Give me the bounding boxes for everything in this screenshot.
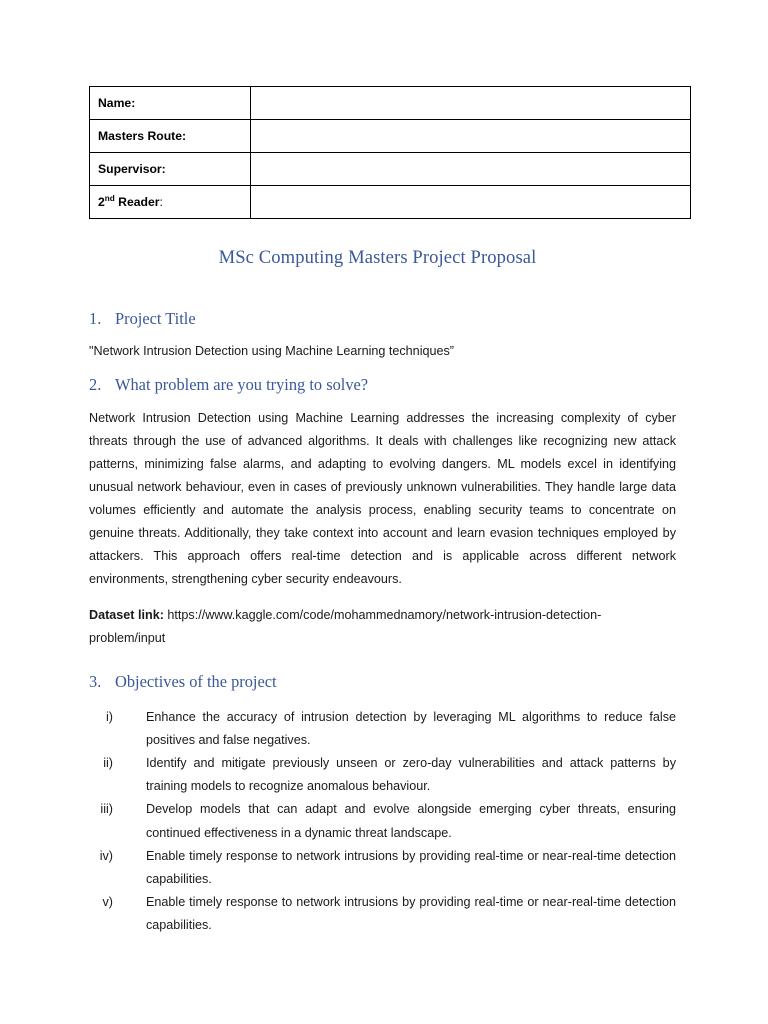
second-reader-word: Reader — [114, 194, 160, 209]
table-row — [90, 153, 691, 186]
objective-marker: i) — [106, 710, 113, 725]
second-reader-prefix: 2 — [98, 194, 105, 209]
section-heading-project-title — [89, 309, 676, 329]
objective-marker: iv) — [99, 848, 113, 863]
list-item — [89, 798, 676, 844]
section-number-1: 1. — [89, 309, 102, 328]
project-title-text: "Network Intrusion Detection using Machine Learning techniques” — [89, 344, 454, 358]
info-label-masters-route: Masters Route: — [90, 120, 251, 153]
objective-text: Develop models that can adapt and evolve alongside emerging cyber threats, ensuring continued effectiveness in a dynamic threat landscape. — [146, 802, 676, 840]
objective-marker: ii) — [103, 756, 113, 771]
objective-text: Enable timely response to network intrusions by providing real-time or near-real-time detection capabilities. — [146, 894, 676, 932]
section-number-2: 2. — [89, 375, 102, 395]
student-info-table — [89, 86, 691, 219]
second-reader-ordinal-suffix: nd — [104, 193, 115, 203]
objective-text: Enhance the accuracy of intrusion detection by leveraging ML algorithms to reduce false positives and false negatives. — [146, 710, 676, 748]
section-heading-problem — [89, 375, 676, 395]
list-item — [89, 845, 676, 891]
info-value-masters-route[interactable] — [251, 120, 691, 153]
section-number-3: 3. — [89, 672, 102, 692]
info-value-supervisor[interactable] — [251, 153, 691, 186]
objectives-list — [89, 706, 676, 936]
info-label-name: Name: — [90, 87, 251, 120]
info-label-second-reader — [90, 186, 251, 219]
dataset-link-url[interactable]: https://www.kaggle.com/code/mohammednamory/network-intrusion-detection-problem/input — [89, 608, 602, 646]
objective-text: Enable timely response to network intrusions by providing real-time or near-real-time detection capabilities. — [146, 848, 676, 886]
section-title-3: Objectives of the project — [115, 672, 277, 692]
table-row — [90, 186, 691, 219]
section-title-1: Project Title — [115, 309, 196, 328]
list-item — [89, 706, 676, 752]
objective-text: Identify and mitigate previously unseen or zero-day vulnerabilities and attack patterns by training models to recognize anomalous behaviour. — [146, 756, 676, 794]
objective-marker: iii) — [100, 802, 113, 817]
info-value-name[interactable] — [251, 87, 691, 120]
dataset-link-line — [89, 604, 676, 650]
list-item — [89, 752, 676, 798]
problem-statement-paragraph: Network Intrusion Detection using Machine Learning addresses the increasing complexity of cyber threats through the use of advanced algorithms. It deals with challenges like recognizing new attack patterns, minimizing false alarms, and adapting to evolving dangers. ML models excel in identifying unusual network behaviour, even in cases of previously unknown vulnerabilities. They handle large data volumes efficiently and automate the analysis process, enabling security teams to concentrate on genuine threats. Additionally, they take context into account and learn evasion techniques employed by attackers. This approach offers real-time detection and is applicable across different network environments, strengthening cyber security endeavours. — [89, 411, 676, 587]
page-title: MSc Computing Masters Project Proposal — [218, 247, 537, 268]
table-row — [90, 120, 691, 153]
dataset-link-label: Dataset link: — [89, 608, 164, 623]
document-content — [89, 86, 676, 937]
list-item — [89, 891, 676, 937]
section-heading-objectives — [89, 672, 676, 692]
info-value-second-reader[interactable] — [251, 186, 691, 219]
info-label-supervisor: Supervisor: — [90, 153, 251, 186]
table-row — [90, 87, 691, 120]
section-title-2: What problem are you trying to solve? — [115, 375, 369, 395]
objective-marker: v) — [102, 894, 113, 909]
second-reader-colon: : — [159, 194, 163, 209]
